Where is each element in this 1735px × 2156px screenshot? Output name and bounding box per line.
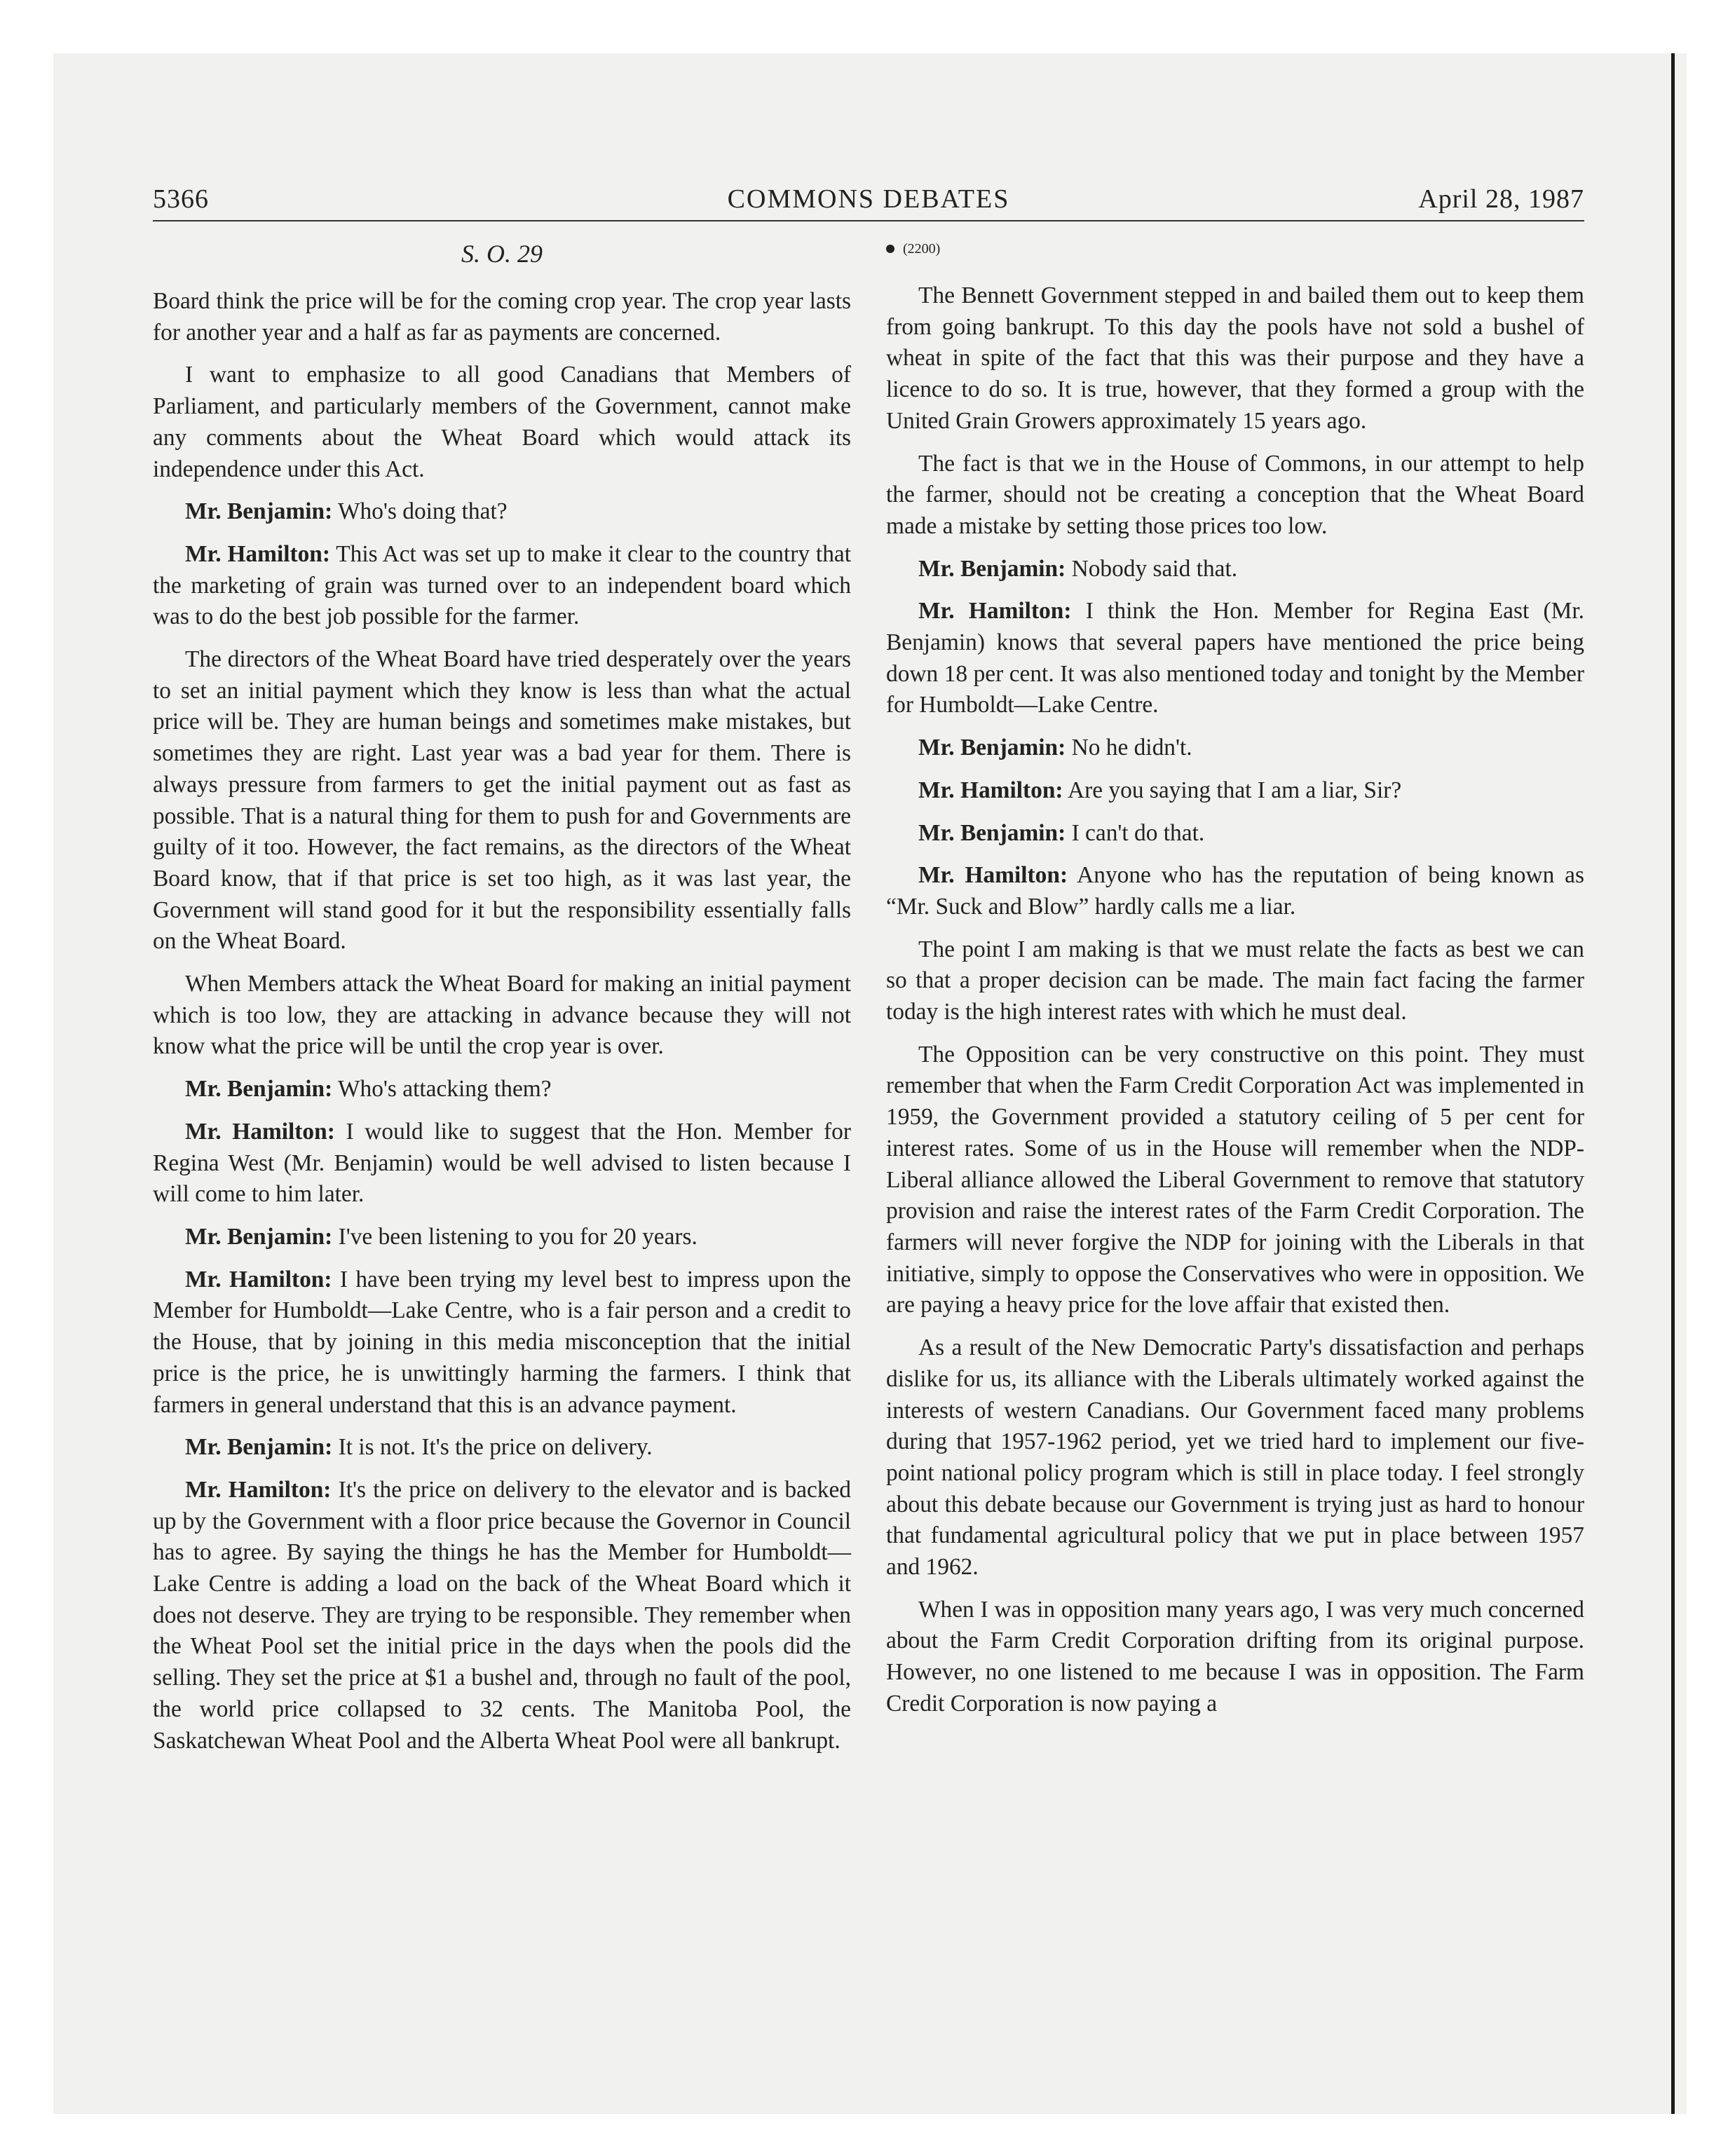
paragraph-text: The Opposition can be very constructive on this point. They must remember that when the Farm Credit Corporation Act was implemented in 1959, the Government provided a statutory ceiling of 5 per cent for interest rates. Some of us in the House will remember when the NDP-Liberal alliance allowed the Liberal Government to remove that statutory provision and raise the interest rates of the Farm Credit Corporation. The farmers will never forgive the NDP for joining with the Liberals in that initiative, simply to oppose the Conservatives who were in opposition. We are paying a heavy price for the love affair that existed then. xyxy=(886,1041,1584,1318)
paragraph xyxy=(153,539,851,633)
paragraph-text: Anyone who has the reputation of being known as “Mr. Suck and Blow” hardly calls me a liar. xyxy=(886,862,1585,920)
paragraph xyxy=(886,860,1584,922)
paragraph-text: I want to emphasize to all good Canadians that Members of Parliament, and particularly members of the Government, cannot make any comments about the Wheat Board which would attack its independence under this Act. xyxy=(153,362,851,482)
section-heading: S. O. 29 xyxy=(461,240,543,268)
paragraph-text: The Bennett Government stepped in and bailed them out to keep them from going bankrupt. To this day the pools have not sold a bushel of wheat in spite of the fact that this was their purpose and they have a licence to do so. It is true, however, that they formed a group with the United Grain Growers approximately 15 years ago. xyxy=(886,282,1584,434)
speaker-name: Mr. Benjamin: xyxy=(185,1434,333,1461)
speaker-name: Mr. Hamilton: xyxy=(185,540,330,567)
paragraph xyxy=(153,496,851,528)
page-number: 5366 xyxy=(153,184,209,214)
paragraph-text: Board think the price will be for the coming crop year. The crop year lasts for another year and a half as far as payments are concerned. xyxy=(153,288,851,346)
speaker-name: Mr. Benjamin: xyxy=(185,1223,333,1250)
paragraph-text: Nobody said that. xyxy=(1071,555,1238,582)
paragraph-text: When I was in opposition many years ago, I was very much concerned about the Farm Credit Corporation drifting from its original purpose. However, no one listened to me because I was in opposition. The Farm Credit Corporation is now paying a xyxy=(886,1596,1584,1717)
publication-title: COMMONS DEBATES xyxy=(727,184,1010,214)
paragraph xyxy=(886,280,1584,437)
speaker-name: Mr. Benjamin: xyxy=(185,498,333,525)
paragraph xyxy=(153,1074,851,1105)
paragraph xyxy=(886,732,1584,764)
speaker-name: Mr. Hamilton: xyxy=(185,1118,335,1145)
paragraph-text: I have been trying my level best to impress upon the Member for Humboldt—Lake Centre, who is a fair person and a credit to the House, that by joining in this media misconception that the initial price is the price, he is unwittingly harming the farmers. I think that farmers in general understand that this is an advance payment. xyxy=(153,1266,851,1418)
paragraph xyxy=(886,1332,1584,1583)
speaker-name: Mr. Benjamin: xyxy=(185,1076,333,1103)
paragraph xyxy=(153,286,851,348)
paragraph-text: I've been listening to you for 20 years. xyxy=(338,1223,698,1250)
paragraph xyxy=(886,934,1584,1028)
speaker-name: Mr. Benjamin: xyxy=(918,735,1066,761)
left-paragraphs xyxy=(153,286,851,1756)
paragraph xyxy=(886,1595,1584,1720)
paragraph xyxy=(153,644,851,957)
paragraph-text: I think the Hon. Member for Regina East (Mr. Benjamin) knows that several papers have mentioned the price being down 18 per cent. It was also mentioned today and tonight by the Member for Humboldt—Lake Centre. xyxy=(886,598,1584,718)
paragraph-text: It's the price on delivery to the elevator and is backed up by the Government with a floor price because the Governor in Council has to agree. By saying the things he has the Member for Humboldt—Lake Centre is adding a load on the back of the Wheat Board which it does not deserve. They are trying to be responsible. They remember when the Wheat Pool set the initial price in the days when the pools did the selling. They set the price at $1 a bushel and, through no fault of the pool, the world price collapsed to 32 cents. The Manitoba Pool, the Saskatchewan Wheat Pool and the Alberta Wheat Pool were all bankrupt. xyxy=(153,1476,851,1754)
speaker-name: Mr. Hamilton: xyxy=(185,1476,332,1503)
paragraph-text: This Act was set up to make it clear to the country that the marketing of grain was turned over to an independent board which was to do the best job possible for the farmer. xyxy=(153,540,851,630)
paragraph-text: No he didn't. xyxy=(1071,735,1192,761)
header-rule xyxy=(153,220,1584,221)
speaker-name: Mr. Benjamin: xyxy=(918,819,1066,846)
paragraph-text: Are you saying that I am a liar, Sir? xyxy=(1068,777,1402,803)
speaker-name: Mr. Hamilton: xyxy=(918,598,1072,625)
page-spine-shadow xyxy=(1671,53,1675,2114)
paragraph-text: As a result of the New Democratic Party's dissatisfaction and perhaps dislike for us, its alliance with the Liberals ultimately worked against the interests of western Canadians. Our Government faced many problems during that 1957-1962 period, yet we tried hard to implement our five-point national policy program which is still in place today. I feel strongly about this debate because our Government is trying just as hard to honour that fundamental agricultural policy that we put in place between 1957 and 1962. xyxy=(886,1335,1584,1581)
time-marker-text: (2200) xyxy=(903,241,941,257)
paragraph-text: The fact is that we in the House of Commons, in our attempt to help the farmer, should not be creating a conception that the Wheat Board made a mistake by setting those prices too low. xyxy=(886,450,1584,539)
paragraph xyxy=(153,1264,851,1421)
paragraph-text: The point I am making is that we must relate the facts as best we can so that a proper decision can be made. The main fact facing the farmer today is the high interest rates with which he must deal. xyxy=(886,936,1584,1025)
paragraph xyxy=(886,449,1584,543)
paragraph-text: I can't do that. xyxy=(1071,819,1205,846)
speaker-name: Mr. Benjamin: xyxy=(918,555,1066,582)
paragraph xyxy=(153,1117,851,1210)
paragraph xyxy=(153,1222,851,1253)
speaker-name: Mr. Hamilton: xyxy=(918,777,1063,803)
paragraph xyxy=(886,818,1584,850)
speaker-name: Mr. Hamilton: xyxy=(918,862,1068,889)
paragraph xyxy=(153,969,851,1063)
bullet-icon xyxy=(886,245,894,253)
time-marker xyxy=(886,238,1584,259)
paragraph xyxy=(153,1432,851,1464)
paragraph xyxy=(886,596,1584,721)
paragraph xyxy=(153,360,851,485)
page-date: April 28, 1987 xyxy=(1418,184,1584,214)
paragraph-text: I would like to suggest that the Hon. Member for Regina West (Mr. Benjamin) would be well advised to listen because I will come to him later. xyxy=(153,1118,851,1208)
paragraph-text: Who's doing that? xyxy=(337,498,508,525)
paragraph xyxy=(886,1039,1584,1321)
paragraph xyxy=(886,775,1584,807)
speaker-name: Mr. Hamilton: xyxy=(185,1266,332,1292)
left-column xyxy=(153,238,851,1768)
paragraph-text: Who's attacking them? xyxy=(337,1076,552,1103)
right-column xyxy=(886,238,1584,1731)
paragraph xyxy=(153,1475,851,1756)
paragraph-text: It is not. It's the price on delivery. xyxy=(338,1434,653,1461)
paragraph-text: The directors of the Wheat Board have tried desperately over the years to set an initial payment which they know is less than what the actual price will be. They are human beings and sometimes make mistakes, but sometimes they are right. Last year was a bad year for them. There is always pressure from farmers to get the initial payment out as fast as possible. That is a natural thing for them to push for and Governments are guilty of it too. However, the fact remains, as the directors of the Wheat Board know, that if that price is set too high, as it was last year, the Government will stand good for it but the responsibility essentially falls on the Wheat Board. xyxy=(153,646,851,955)
right-paragraphs xyxy=(886,280,1584,1720)
paragraph-text: When Members attack the Wheat Board for making an initial payment which is too low, they are attacking in advance because they will not know what the price will be until the crop year is over. xyxy=(153,971,851,1060)
page-header xyxy=(153,184,1584,223)
paragraph xyxy=(886,554,1584,585)
